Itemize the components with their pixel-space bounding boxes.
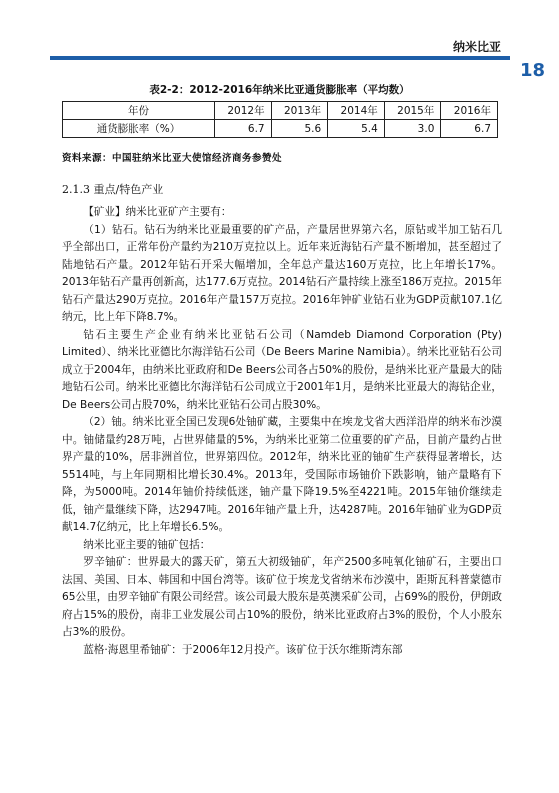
- table-year-cell: 2016年: [441, 102, 498, 120]
- table-value-cell: 5.6: [271, 120, 328, 138]
- table-year-cell: 2013年: [271, 102, 328, 120]
- table-caption: 表2-2：2012-2016年纳米比亚通货膨胀率（平均数）: [149, 84, 410, 96]
- header-rule: [50, 56, 510, 60]
- section-heading: 2.1.3 重点/特色产业: [62, 183, 164, 196]
- table-value-cell: 5.4: [328, 120, 385, 138]
- table-value-cell: 6.7: [215, 120, 272, 138]
- running-header-country: 纳米比亚: [452, 40, 501, 54]
- paragraph: 纳米比亚主要的铀矿包括：: [83, 538, 211, 551]
- inflation-table: [62, 101, 498, 138]
- paragraph: （1）钻石。钻石为纳米比亚最重要的矿产品，产量居世界第六名，原钻或半加工钻石几乎全部出口，正常年份产量约为210万克拉以上。近年来近海钻石产量不断增加，甚至超过了陆地钻石产量。2012年钻石开采大幅增加，全年总产量达160万克拉，比上年增长17%。2013年钻石产量再创新高，达177.6万克拉。2014钻石产量持续上涨至186万克拉。2015年钻石产量达290万克拉。2016年产量157万克拉。2016年钟矿业钻石业为GDP贡献107.1亿纳元，比上年下降8.7%。: [62, 223, 502, 323]
- table-year-cell: 2012年: [215, 102, 272, 120]
- table-header-row: [63, 102, 498, 120]
- table-value-cell: 6.7: [441, 120, 498, 138]
- paragraph: 钻石主要生产企业有纳米比亚钻石公司（Namdeb Diamond Corporation (Pty) Limited）、纳米比亚德比尔海洋钻石公司（De Beers Marine Namibia）。纳米比亚钻石公司成立于2004年，由纳米比亚政府和De Beers公司各占50%的股份，是纳米比亚产量最大的陆地钻石公司。纳米比亚德比尔海洋钻石公司成立于2001年1月，是纳米比亚最大的海钻企业，De Beers公司占股70%，纳米比亚钻石公司占股30%。: [62, 328, 502, 411]
- table-value-cell: 3.0: [384, 120, 441, 138]
- body-text: [62, 204, 502, 659]
- paragraph: 【矿业】纳米比亚矿产主要有：: [83, 206, 232, 218]
- page-number: 18: [519, 60, 545, 81]
- paragraph: 蓝格·海恩里希铀矿：于2006年12月投产。该矿位于沃尔维斯湾东部: [83, 643, 403, 656]
- paragraph: 罗辛铀矿：世界最大的露天矿，第五大初级铀矿，年产2500多吨氧化铀矿石，主要出口法国、美国、日本、韩国和中国台湾等。该矿位于埃龙戈省纳米布沙漠中，距斯瓦科普蒙德市65公里，由罗辛铀矿有限公司经营。该公司最大股东是英澳采矿公司，占69%的股份，伊朗政府占15%的股份，南非工业发展公司占10%的股份，纳米比亚政府占3%的股份，个人小股东占3%的股份。: [62, 556, 502, 638]
- table-source-note: 资料来源：中国驻纳米比亚大使馆经济商务参赞处: [62, 153, 283, 164]
- table-year-cell: 2015年: [384, 102, 441, 120]
- paragraph: （2）铀。纳米比亚全国已发现6处铀矿藏，主要集中在埃龙戈省大西洋沿岸的纳米布沙漠中。铀储量约28万吨，占世界储量的5%，为纳米比亚第二位重要的矿产品，目前产量约占世界产量的10%，居非洲首位，世界第四位。2012年，纳米比亚的铀矿生产获得显著增长，达5514吨，与上年同期相比增长30.4%。2013年，受国际市场铀价下跌影响，铀产量略有下降，为5000吨。2014年铀价持续低迷，铀产量下降19.5%至4221吨。2015年铀价继续走低，铀产量继续下降，达2947吨。2016年铀产量上升，达4287吨。2016年铀矿业为GDP贡献14.7亿纳元，比上年增长6.5%。: [62, 416, 502, 533]
- table-header-label: 年份: [63, 102, 215, 120]
- table-row-label: 通货膨胀率（%）: [63, 120, 215, 138]
- table-year-cell: 2014年: [328, 102, 385, 120]
- table-row: [63, 120, 498, 138]
